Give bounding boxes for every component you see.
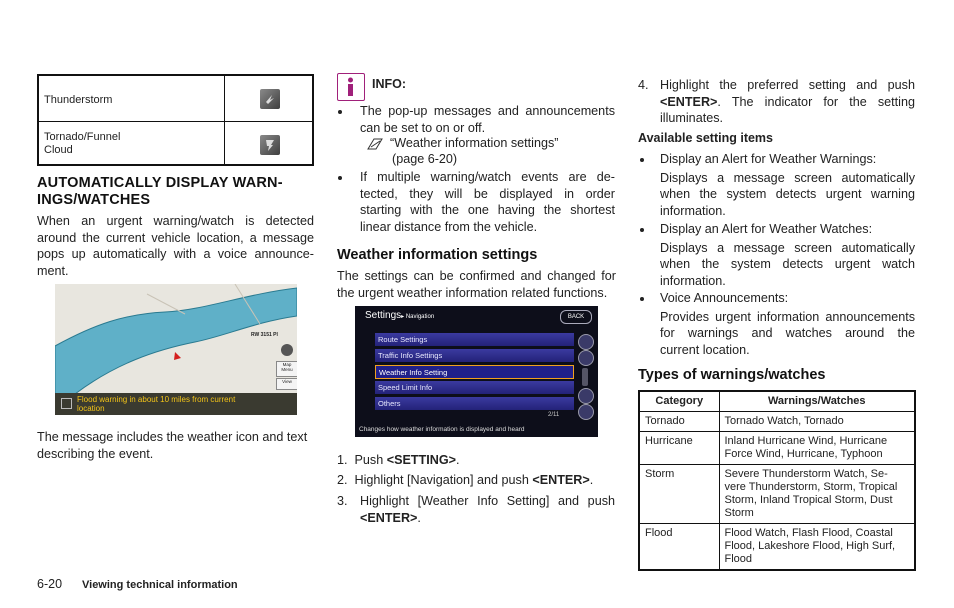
step-3-number: 3. xyxy=(337,494,348,508)
map-menu-button[interactable]: Map Menu xyxy=(276,361,297,377)
menu-item-speed-limit[interactable]: Speed Limit Info xyxy=(375,381,574,395)
tornado-label: Tornado/Funnel Cloud xyxy=(44,131,121,156)
table-cell: Hurricane xyxy=(639,432,719,465)
scroll-up-icon[interactable] xyxy=(578,334,594,350)
page-indicator: 2/11 xyxy=(548,412,560,418)
reference-text[interactable]: “Weather information settings” xyxy=(390,136,559,150)
setting-item-watches: Display an Alert for Weather Watches: Displays a message screen automatically when the system detects urgent watch information. xyxy=(660,222,915,288)
info-bullet-1: The pop-up messages and announcements can be set to on or off. xyxy=(360,104,615,135)
map-view-button[interactable]: View xyxy=(276,378,297,390)
settings-screen-screenshot xyxy=(355,306,598,437)
table-row xyxy=(639,465,915,524)
bullet-icon xyxy=(640,297,644,301)
step-4-number: 4. xyxy=(638,78,649,92)
map-warning-screenshot xyxy=(55,284,297,415)
table-cell: Flood xyxy=(639,524,719,571)
bullet-icon xyxy=(338,110,342,114)
table-cell: Tornado Watch, Tornado xyxy=(719,412,915,432)
tornado-icon xyxy=(260,135,280,155)
page-down-icon[interactable] xyxy=(578,388,594,404)
step-1: 1. Push <SETTING>. xyxy=(337,453,460,467)
reference-page: (page 6-20) xyxy=(392,152,458,166)
weather-settings-paragraph: The settings can be confirmed and changed for the urgent weather information related functions. xyxy=(337,269,616,300)
weather-icon-table xyxy=(37,74,314,166)
available-items-heading: Available setting items xyxy=(638,131,773,145)
step-2: 2. Highlight [Navigation] and push <ENTER>. xyxy=(337,473,594,487)
table-cell: Storm xyxy=(639,465,719,524)
scrollbar[interactable] xyxy=(582,368,588,386)
page-up-icon[interactable] xyxy=(578,350,594,366)
step-4: Highlight the preferred setting and push <ENTER>. The indicator for the setting illuminates. xyxy=(660,78,915,125)
table-cell: Tornado xyxy=(639,412,719,432)
column-header-category: Category xyxy=(639,391,719,412)
settings-screen-title: Settings▸ Navigation xyxy=(365,310,435,321)
table-header-row xyxy=(639,391,915,412)
back-button[interactable]: BACK xyxy=(560,310,592,324)
flood-icon xyxy=(61,398,72,409)
reference-icon xyxy=(366,137,386,156)
table-row xyxy=(639,412,915,432)
menu-item-route-settings[interactable]: Route Settings xyxy=(375,333,574,347)
compass-icon xyxy=(281,344,293,356)
table-row xyxy=(39,76,312,122)
map-caption: The message includes the weather icon and text describing the event. xyxy=(37,430,308,461)
menu-item-traffic-info[interactable]: Traffic Info Settings xyxy=(375,349,574,363)
table-cell: Severe Thunderstorm Watch, Se- vere Thunderstorm, Storm, Tropical Storm, Inland Tropical Storm, Dust Storm xyxy=(719,465,915,524)
thunderstorm-icon xyxy=(260,89,280,109)
menu-item-weather-info[interactable]: Weather Info Setting xyxy=(375,365,574,379)
table-row xyxy=(39,122,312,164)
column-header-warnings: Warnings/Watches xyxy=(719,391,915,412)
section-heading-weather-settings: Weather information settings xyxy=(337,247,538,263)
bullet-icon xyxy=(640,228,644,232)
step-3: Highlight [Weather Info Setting] and push <ENTER>. xyxy=(360,494,615,525)
section-heading-auto-display: AUTOMATICALLY DISPLAY WARN- INGS/WATCHES xyxy=(37,175,283,208)
warning-message-bar: Flood warning in about 10 miles from current location xyxy=(55,393,297,415)
page-number: 6-20 xyxy=(37,577,63,591)
screen-footer-text: Changes how weather information is displayed and heard xyxy=(359,426,525,433)
vehicle-marker-icon xyxy=(174,352,181,360)
warnings-table xyxy=(638,390,916,571)
table-row xyxy=(639,432,915,465)
map-road-label: RW 3151 Pl xyxy=(251,332,278,338)
info-icon xyxy=(337,73,365,101)
thunderstorm-label: Thunderstorm xyxy=(44,94,113,106)
footer-title: Viewing technical information xyxy=(82,579,238,591)
bullet-icon xyxy=(338,176,342,180)
bullet-icon xyxy=(640,158,644,162)
menu-item-others[interactable]: Others xyxy=(375,397,574,411)
auto-display-paragraph: When an urgent warning/watch is detected around the current vehicle location, a message pops up automatically with a voice announce- ment. xyxy=(37,214,314,278)
table-cell: Inland Hurricane Wind, Hurricane Force Wind, Hurricane, Typhoon xyxy=(719,432,915,465)
info-bullet-2: If multiple warning/watch events are de- tected, they will be displayed in order starting with the one having the shortest linear distance from the vehicle. xyxy=(360,170,615,234)
info-label: INFO: xyxy=(372,77,407,91)
scroll-down-icon[interactable] xyxy=(578,404,594,420)
setting-item-voice: Voice Announcements: Provides urgent information announcements for warnings and watches around the current location. xyxy=(660,291,915,357)
section-heading-types: Types of warnings/watches xyxy=(638,367,826,383)
setting-item-warnings: Display an Alert for Weather Warnings: Displays a message screen automatically when the system detects urgent warning information. xyxy=(660,152,915,218)
table-cell: Flood Watch, Flash Flood, Coastal Flood, Lakeshore Flood, High Surf, Flood xyxy=(719,524,915,571)
table-row xyxy=(639,524,915,571)
